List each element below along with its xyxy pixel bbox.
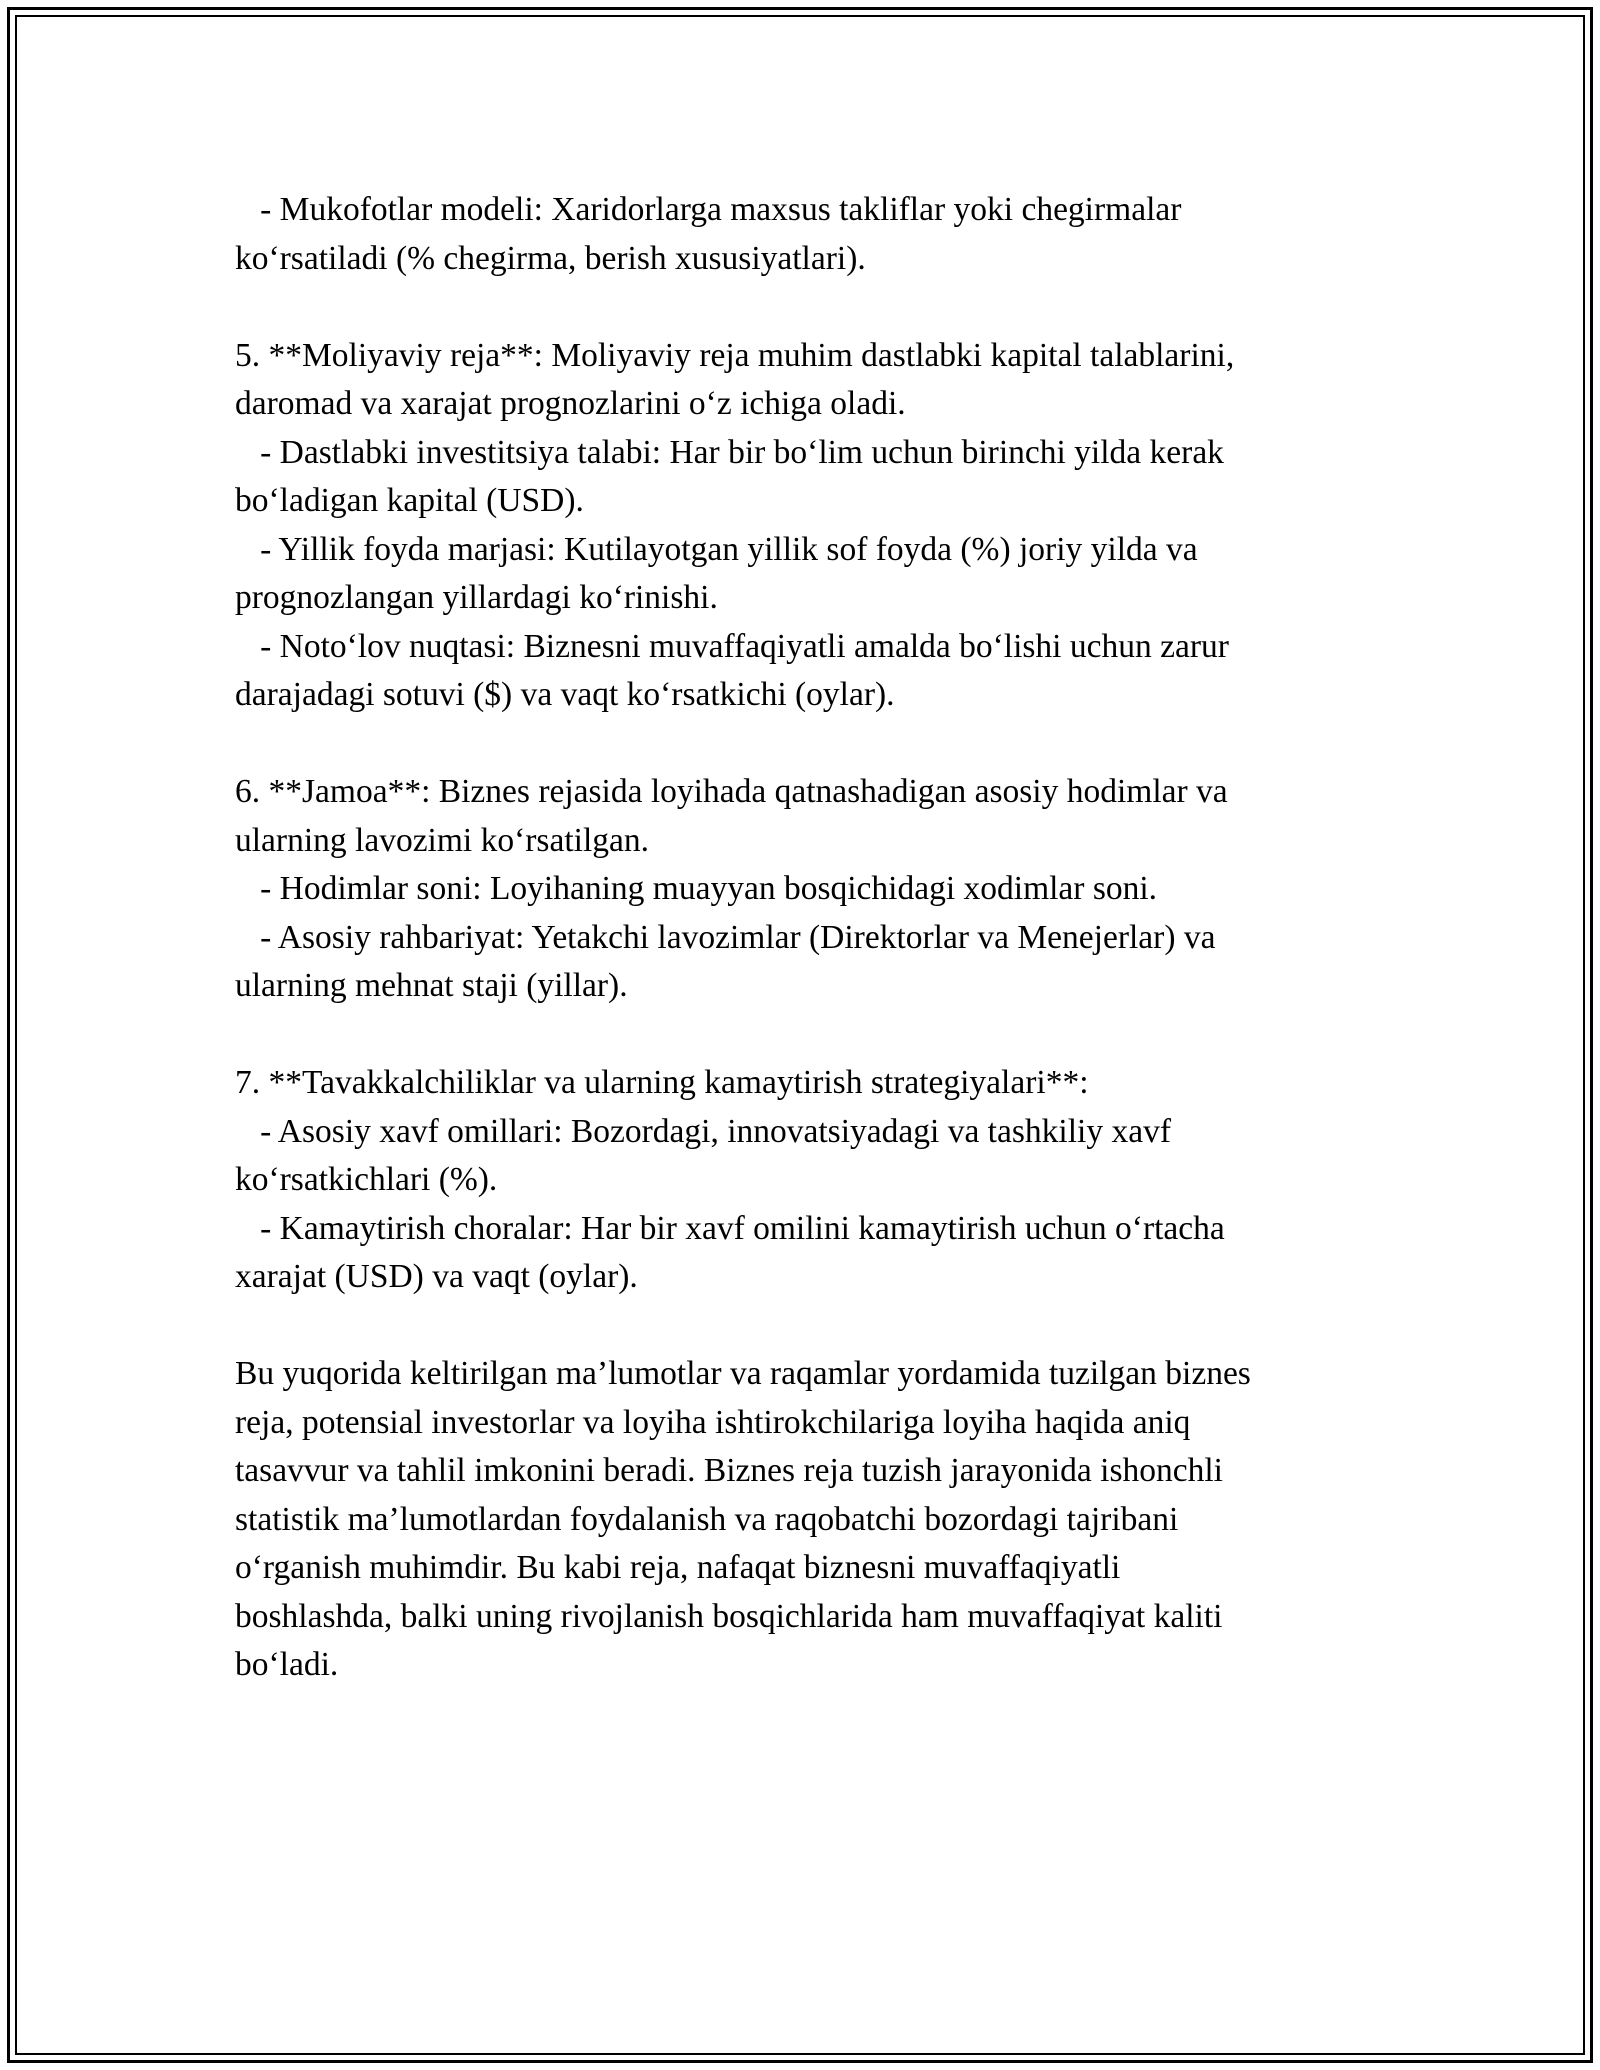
text-line: bo‘ladi. [235, 1646, 339, 1683]
text-line: ko‘rsatiladi (% chegirma, berish xususiyatlari). [235, 239, 866, 277]
bullet-line: - Hodimlar soni: Loyihaning muayyan bosqichidagi xodimlar soni. [235, 870, 1158, 907]
text-line: ko‘rsatkichlari (%). [235, 1161, 498, 1198]
section-risks [235, 1059, 1365, 1302]
document-body [235, 186, 1365, 1738]
section-heading-line: 7. **Tavakkalchiliklar va ularning kamaytirish strategiyalari**: [235, 1064, 1089, 1101]
text-line: daromad va xarajat prognozlarini o‘z ichiga oladi. [235, 385, 906, 422]
text-line: prognozlangan yillardagi ko‘rinishi. [235, 579, 718, 616]
section-team [235, 768, 1365, 1011]
section-heading-line: 5. **Moliyaviy reja**: Moliyaviy reja muhim dastlabki kapital talablarini, [235, 336, 1235, 374]
bullet-line: - Yillik foyda marjasi: Kutilayotgan yillik sof foyda (%) joriy yilda va [235, 530, 1198, 568]
text-line: reja, potensial investorlar va loyiha ishtirokchilariga loyiha haqida aniq [235, 1403, 1191, 1441]
text-line: ularning mehnat staji (yillar). [235, 967, 628, 1004]
bullet-line: - Kamaytirish choralar: Har bir xavf omilini kamaytirish uchun o‘rtacha [235, 1209, 1225, 1247]
text-line: o‘rganish muhimdir. Bu kabi reja, nafaqat biznesni muvaffaqiyatli [235, 1549, 1121, 1586]
section-financial-plan [235, 332, 1365, 720]
bullet-line: - Asosiy rahbariyat: Yetakchi lavozimlar (Direktorlar va Menejerlar) va [235, 918, 1216, 956]
text-line: xarajat (USD) va vaqt (oylar). [235, 1258, 638, 1295]
bullet-line: - Dastlabki investitsiya talabi: Har bir bo‘lim uchun birinchi yilda kerak [235, 433, 1224, 471]
paragraph-rewards-model [235, 186, 1365, 283]
text-line: bo‘ladigan kapital (USD). [235, 482, 584, 519]
text-line: darajadagi sotuvi ($) va vaqt ko‘rsatkichi (oylar). [235, 676, 895, 713]
bullet-line: - Asosiy xavf omillari: Bozordagi, innovatsiyadagi va tashkiliy xavf [235, 1112, 1171, 1150]
text-line: statistik ma’lumotlardan foydalanish va raqobatchi bozordagi tajribani [235, 1500, 1179, 1538]
text-line: ularning lavozimi ko‘rsatilgan. [235, 821, 649, 859]
text-line: Bu yuqorida keltirilgan ma’lumotlar va raqamlar yordamida tuzilgan biznes [235, 1355, 1251, 1392]
section-heading-line: 6. **Jamoa**: Biznes rejasida loyihada qatnashadigan asosiy hodimlar va [235, 773, 1228, 810]
text-line: boshlashda, balki uning rivojlanish bosqichlarida ham muvaffaqiyat kaliti [235, 1597, 1223, 1635]
bullet-line: - Noto‘lov nuqtasi: Biznesni muvaffaqiyatli amalda bo‘lishi uchun zarur [235, 627, 1229, 665]
text-line: tasavvur va tahlil imkonini beradi. Biznes reja tuzish jarayonida ishonchli [235, 1452, 1223, 1489]
text-line: - Mukofotlar modeli: Xaridorlarga maxsus takliflar yoki chegirmalar [235, 191, 1182, 228]
paragraph-conclusion [235, 1350, 1365, 1690]
